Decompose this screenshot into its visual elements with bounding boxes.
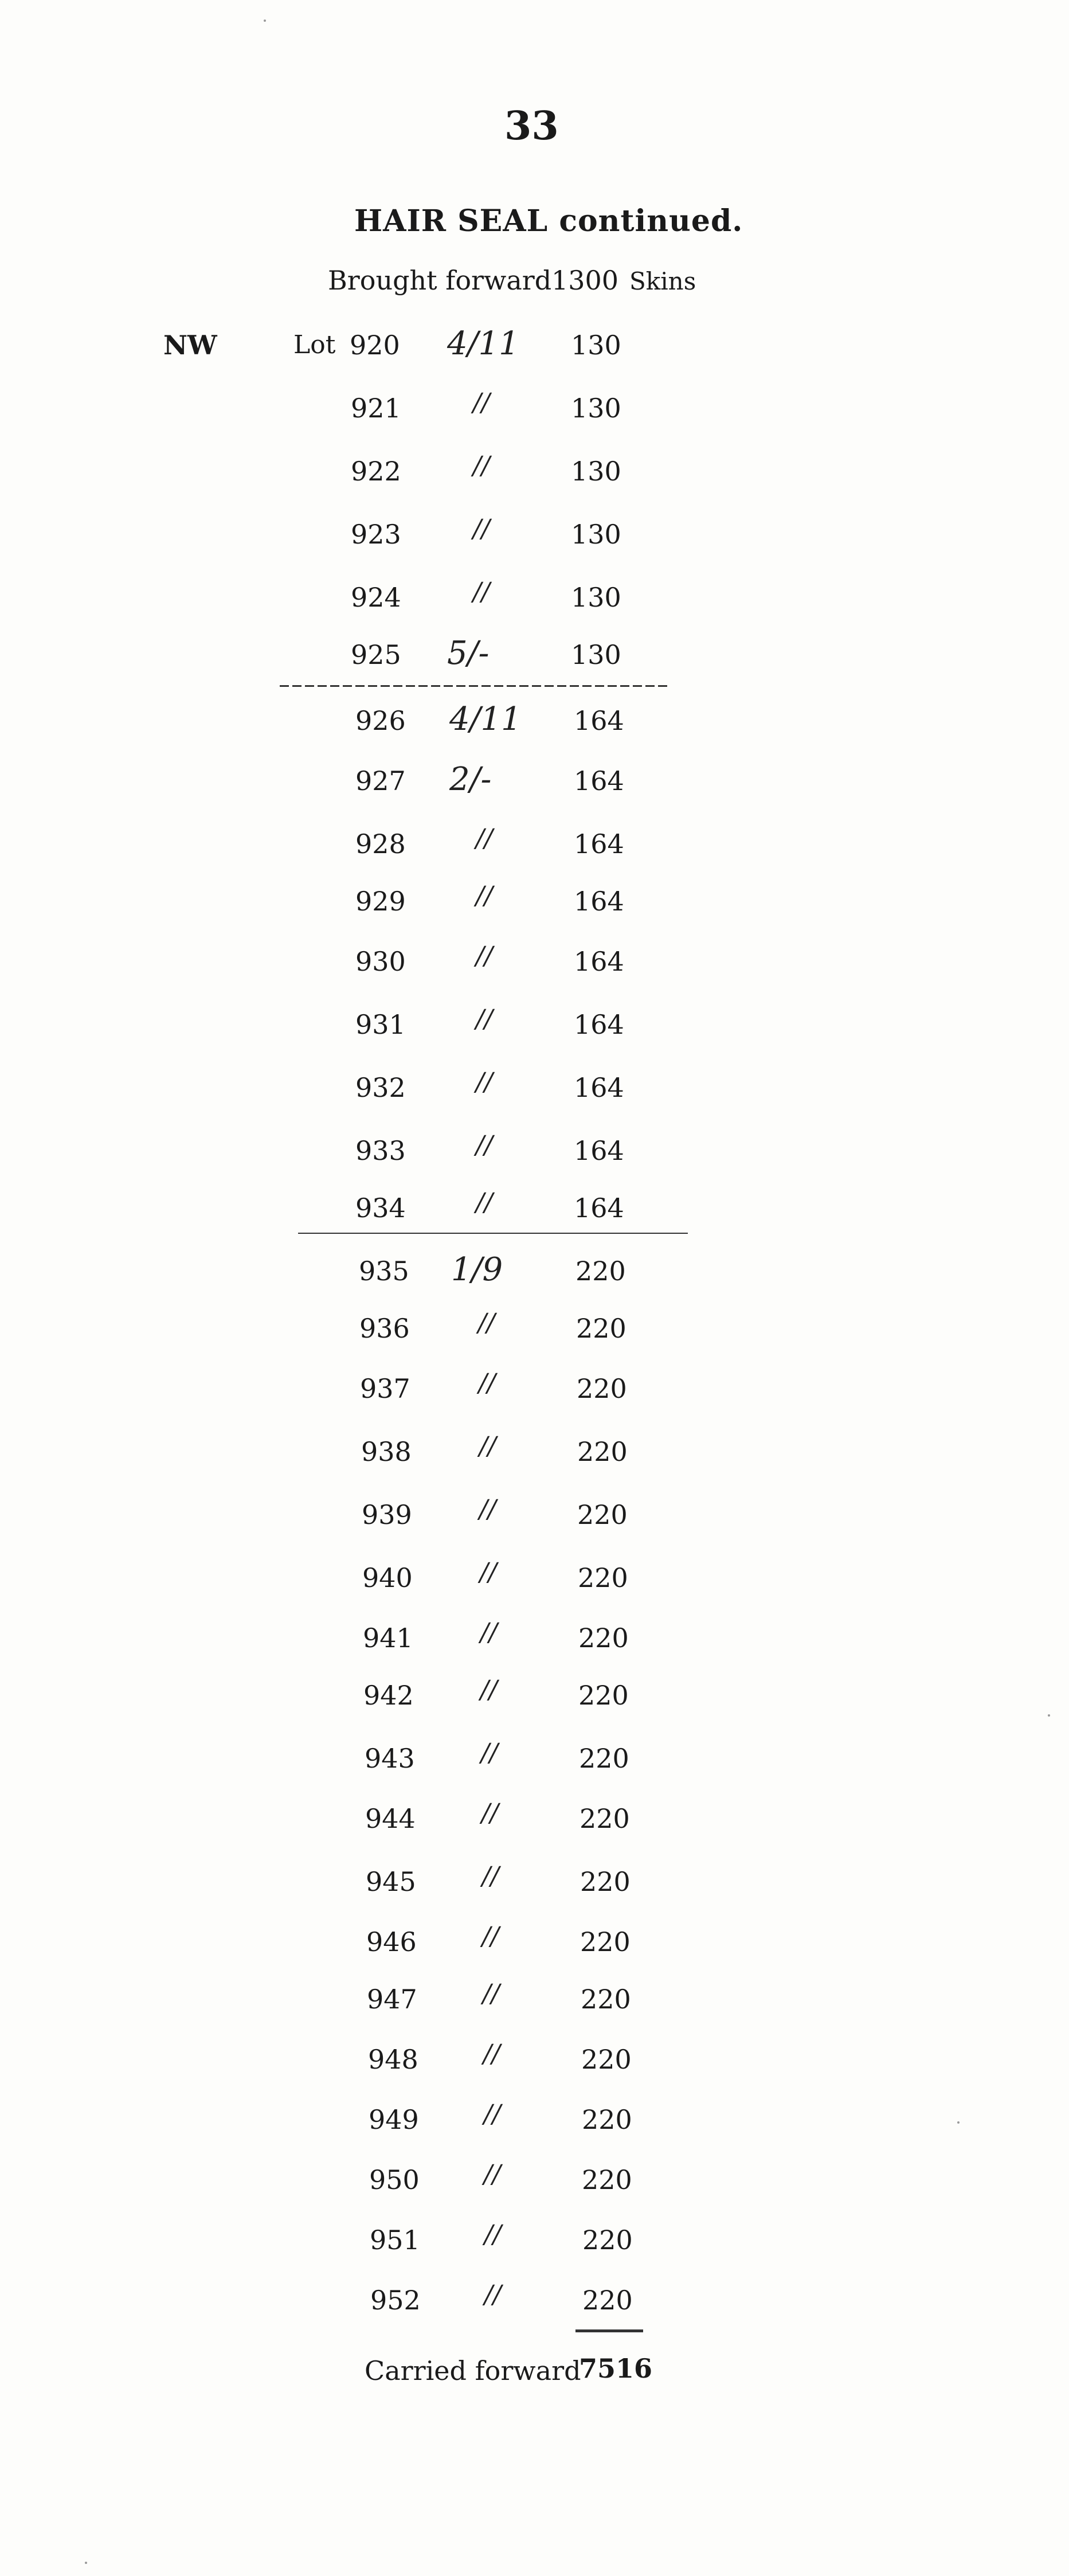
lot-number: 931 — [355, 1009, 406, 1040]
skins-count: 220 — [582, 2285, 633, 2316]
brought-forward-unit: Skins — [629, 267, 696, 295]
price-mark: // — [476, 1004, 493, 1034]
price-mark: // — [473, 451, 490, 480]
lot-number: 929 — [355, 886, 406, 917]
skins-count: 220 — [582, 2225, 633, 2256]
lot-number: 920 — [350, 330, 400, 361]
skins-count: 220 — [577, 1373, 627, 1404]
lot-number: 936 — [359, 1313, 410, 1344]
lot-number: 950 — [369, 2164, 420, 2195]
price-mark: 1/9 — [451, 1251, 503, 1288]
skins-count: 164 — [574, 705, 624, 736]
price-mark: // — [480, 1675, 498, 1705]
price-mark: // — [476, 941, 493, 971]
skins-count: 130 — [571, 456, 621, 487]
paper-speck — [85, 2562, 87, 2564]
lot-number: 952 — [370, 2285, 421, 2316]
skins-count: 220 — [582, 2164, 632, 2195]
price-mark: // — [482, 1922, 499, 1951]
price-mark: // — [481, 1799, 499, 1828]
price-mark: // — [484, 2280, 502, 2309]
lot-number: 945 — [366, 1866, 416, 1897]
lot-number: 924 — [351, 582, 401, 613]
lot-number: 927 — [355, 765, 406, 796]
price-mark: // — [479, 1369, 496, 1398]
price-mark: // — [476, 881, 493, 910]
skins-count: 164 — [574, 1072, 624, 1103]
lot-number: 942 — [363, 1680, 414, 1711]
paper-speck — [1048, 1714, 1050, 1717]
carried-forward-value: 7516 — [579, 2353, 653, 2384]
lot-number: 926 — [355, 705, 406, 736]
skins-count: 164 — [574, 946, 624, 977]
price-mark: 5/- — [447, 635, 490, 672]
skins-count: 164 — [574, 828, 624, 859]
skins-count: 130 — [571, 582, 621, 613]
price-mark: // — [484, 2160, 501, 2189]
price-mark: // — [473, 388, 490, 417]
price-mark: // — [480, 1558, 497, 1587]
lot-number: 949 — [369, 2104, 419, 2135]
lot-number: 937 — [360, 1373, 410, 1404]
lot-number: 925 — [351, 639, 401, 670]
price-mark: // — [484, 2100, 501, 2129]
lot-number: 930 — [355, 946, 406, 977]
price-mark: // — [483, 1979, 500, 2008]
lot-number: 947 — [367, 1984, 417, 2015]
skins-count: 164 — [574, 1135, 624, 1166]
skins-count: 220 — [581, 1984, 631, 2015]
skins-count: 130 — [571, 330, 621, 361]
lot-number: 948 — [368, 2044, 418, 2075]
page-number: 33 — [504, 103, 559, 149]
skins-count: 164 — [574, 886, 624, 917]
skins-count: 164 — [574, 1009, 624, 1040]
lot-number: 946 — [366, 1926, 417, 1957]
price-mark: // — [473, 514, 490, 544]
price-mark: 4/11 — [449, 701, 522, 738]
skins-count: 220 — [580, 1866, 631, 1897]
price-mark: // — [478, 1308, 495, 1338]
lot-number: 928 — [355, 828, 406, 859]
price-mark: // — [483, 2039, 500, 2069]
lot-number: 951 — [370, 2225, 420, 2256]
paper-speck — [957, 2121, 960, 2124]
brought-forward-label: Brought forward — [328, 265, 552, 296]
group-divider — [280, 685, 669, 687]
price-mark: // — [473, 577, 490, 607]
price-mark: // — [476, 1188, 493, 1217]
skins-count: 220 — [576, 1313, 626, 1344]
price-mark: // — [481, 1738, 498, 1768]
skins-count: 220 — [578, 1562, 628, 1593]
price-mark: // — [480, 1618, 498, 1647]
section-heading: HAIR SEAL continued. — [354, 204, 743, 239]
merchant-mark: NW — [163, 330, 217, 361]
skins-count: 220 — [579, 1743, 629, 1774]
lot-number: 922 — [351, 456, 401, 487]
skins-count: 220 — [575, 1256, 626, 1287]
price-mark: // — [484, 2220, 502, 2249]
skins-count: 220 — [582, 2104, 632, 2135]
carried-forward-label: Carried forward — [365, 2355, 581, 2386]
lot-number: 933 — [355, 1135, 406, 1166]
skins-count: 164 — [574, 1193, 624, 1223]
price-mark: // — [479, 1432, 496, 1461]
skins-count: 220 — [579, 1803, 630, 1834]
skins-count: 130 — [571, 639, 621, 670]
skins-count: 220 — [577, 1436, 628, 1467]
skins-count: 220 — [578, 1623, 629, 1654]
skins-count: 130 — [571, 393, 621, 424]
lot-number: 923 — [351, 519, 401, 550]
skins-count: 220 — [580, 1926, 631, 1957]
group-divider — [298, 1233, 688, 1234]
lot-number: 934 — [355, 1193, 406, 1223]
skins-count: 220 — [577, 1499, 628, 1530]
price-mark: // — [476, 1068, 493, 1097]
lot-number: 935 — [359, 1256, 409, 1287]
lot-number: 921 — [351, 393, 401, 424]
lot-number: 943 — [365, 1743, 415, 1774]
lot-number: 938 — [361, 1436, 412, 1467]
lot-number: 944 — [365, 1803, 416, 1834]
lot-number: 940 — [362, 1562, 413, 1593]
price-mark: // — [476, 824, 493, 853]
skins-count: 220 — [578, 1680, 629, 1711]
brought-forward-value: 1300 — [551, 265, 619, 296]
skins-count: 220 — [581, 2044, 632, 2075]
price-mark: 4/11 — [447, 325, 519, 362]
lot-label: Lot — [293, 330, 336, 359]
paper-speck — [264, 19, 266, 22]
lot-number: 941 — [363, 1623, 413, 1654]
price-mark: // — [479, 1495, 496, 1524]
skins-count: 130 — [571, 519, 621, 550]
skins-count: 164 — [574, 765, 624, 796]
lot-number: 932 — [355, 1072, 406, 1103]
price-mark: // — [482, 1862, 499, 1891]
lot-number: 939 — [362, 1499, 412, 1530]
price-mark: // — [476, 1131, 493, 1160]
price-mark: 2/- — [449, 761, 492, 798]
total-rule — [575, 2329, 643, 2332]
